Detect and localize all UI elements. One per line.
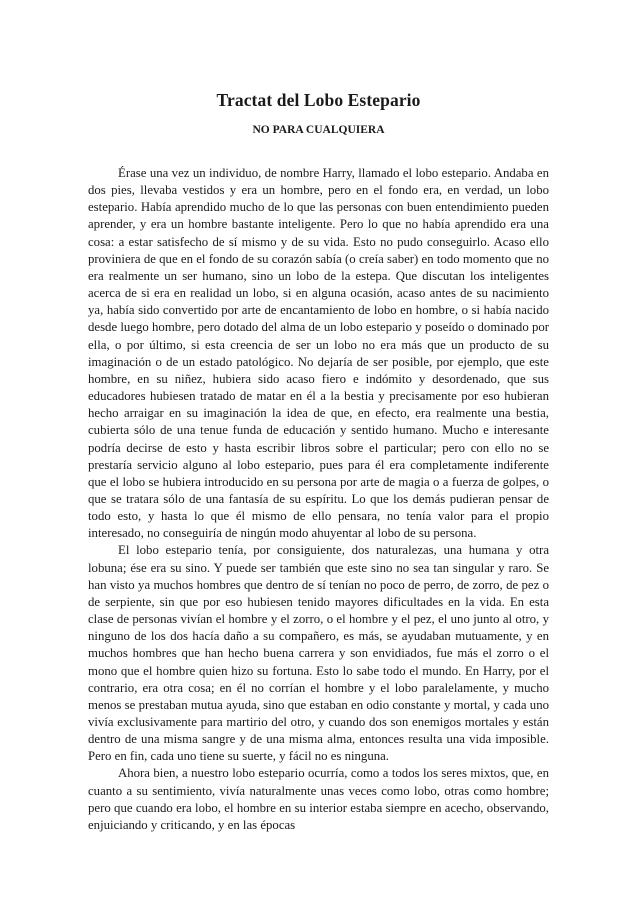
paragraph: Ahora bien, a nuestro lobo estepario ocurría, como a todos los seres mixtos, que, en cuanto a su sentimiento, vivía naturalmente unas veces como lobo, otras como hombre; pero que cuando era lobo, el hombre en su interior estaba siempre en acecho, observando, enjuiciando y criticando, y en las épocas [88,766,549,832]
document-subtitle: NO PARA CUALQUIERA [252,124,385,136]
document-body [88,165,549,834]
document-page [88,88,549,834]
document-title: Tractat del Lobo Estepario [216,90,421,110]
paragraph: Érase una vez un individuo, de nombre Harry, llamado el lobo estepario. Andaba en dos pies, llevaba vestidos y era un hombre, pero en el fondo era, en verdad, un lobo estepario. Había aprendido mucho de lo que las personas con buen entendimiento pueden aprender, y era un hombre bastante inteligente. Pero lo que no había aprendido era una cosa: a estar satisfecho de sí mismo y de su vida. Esto no pudo conseguirlo. Acaso ello proviniera de que en el fondo de su corazón sabía (o creía saber) en todo momento que no era realmente un ser humano, sino un lobo de la estepa. Que discutan los inteligentes acerca de si era en realidad un lobo, si en alguna ocasión, acaso antes de su nacimiento ya, había sido convertido por arte de encantamiento de lobo en hombre, o si había nacido desde luego hombre, pero dotado del alma de un lobo estepario y poseído o dominado por ella, o por último, si esta creencia de ser un lobo no era más que un producto de su imaginación o de un estado patológico. No dejaría de ser posible, por ejemplo, que este hombre, en su niñez, hubiera sido acaso fiero e indómito y desordenado, que sus educadores hubiesen tratado de matar en él a la bestia y precisamente por eso hubieran hecho arraigar en su imaginación la idea de que, en efecto, era realmente una bestia, cubierta sólo de una tenue funda de educación y sentido humano. Mucho e interesante podría decirse de esto y hasta escribir libros sobre el particular; pero con ello no se prestaría servicio alguno al lobo estepario, pues para él era completamente indiferente que el lobo se hubiera introducido en su persona por arte de magia o a fuerza de golpes, o que se tratara sólo de una fantasía de su espíritu. Lo que los demás pudieran pensar de todo esto, y hasta lo que él mismo de ello pensara, no tenía valor para el propio interesado, no conseguiría de ningún modo ahuyentar al lobo de su persona. [88,166,549,541]
paragraph: El lobo estepario tenía, por consiguiente, dos naturalezas, una humana y otra lobuna; ése era su sino. Y puede ser también que este sino no sea tan singular y raro. Se han visto ya muchos hombres que dentro de sí tenían no poco de perro, de zorro, de pez o de serpiente, sin que por eso hubiesen tenido mayores dificultades en la vida. En esta clase de personas vivían el hombre y el zorro, o el hombre y el pez, el uno junto al otro, y ninguno de los dos hacía daño a su compañero, es más, se ayudaban mutuamente, y en muchos hombres que han hecho buena carrera y son envidiados, fue más el zorro o el mono que el hombre quien hizo su fortuna. Esto lo sabe todo el mundo. En Harry, por el contrario, era otra cosa; en él no corrían el hombre y el lobo paralelamente, y mucho menos se prestaban mutua ayuda, sino que estaban en odio constante y mortal, y cada uno vivía exclusivamente para martirio del otro, y cuando dos son enemigos mortales y están dentro de una misma sangre y de una misma alma, entonces resulta una vida imposible. Pero en fin, cada uno tiene su suerte, y fácil no es ninguna. [88,543,549,764]
